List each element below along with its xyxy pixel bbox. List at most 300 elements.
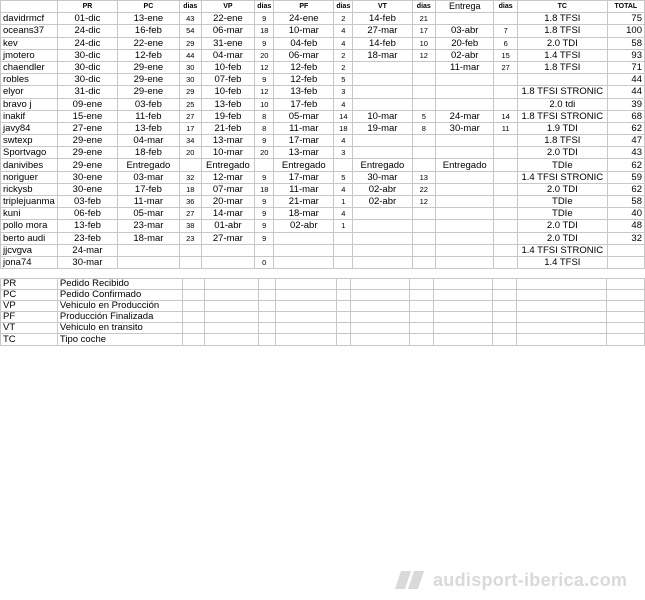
row-name: jmotero <box>1 49 58 61</box>
cell-entrega <box>436 86 494 98</box>
empty-cell <box>275 312 336 323</box>
row-name: bravo j <box>1 98 58 110</box>
cell-dias-entrega <box>494 208 518 220</box>
cell-tc: 1.8 TFSI <box>517 61 607 73</box>
empty-cell <box>258 323 275 334</box>
cell-dias-pc: 54 <box>179 25 201 37</box>
cell-pc <box>117 244 179 256</box>
cell-total: 58 <box>607 196 644 208</box>
empty-cell <box>204 334 258 345</box>
empty-cell <box>204 279 258 290</box>
cell-pc <box>117 256 179 268</box>
empty-cell <box>517 301 607 312</box>
cell-dias-vt <box>412 147 436 159</box>
cell-dias-entrega <box>494 196 518 208</box>
row-name: pollo mora <box>1 220 58 232</box>
cell-total: 44 <box>607 86 644 98</box>
empty-cell <box>258 334 275 345</box>
cell-dias-pc: 30 <box>179 61 201 73</box>
cell-dias-pc: 17 <box>179 122 201 134</box>
cell-pr: 13-feb <box>57 220 117 232</box>
cell-vt: 14-feb <box>353 13 412 25</box>
cell-dias-vp: 9 <box>255 13 274 25</box>
cell-total: 75 <box>607 13 644 25</box>
cell-pr: 09-ene <box>57 98 117 110</box>
cell-pr: 03-feb <box>57 196 117 208</box>
cell-dias-pf <box>334 256 353 268</box>
row-name: robles <box>1 74 58 86</box>
cell-pf: 17-mar <box>274 135 334 147</box>
cell-vt <box>353 61 412 73</box>
table-row <box>1 256 645 268</box>
cell-pc: 03-feb <box>117 98 179 110</box>
empty-cell <box>434 323 493 334</box>
empty-cell <box>350 334 410 345</box>
cell-tc: 2.0 TDI <box>517 183 607 195</box>
cell-dias-pf: 2 <box>334 49 353 61</box>
empty-cell <box>517 334 607 345</box>
cell-dias-vt: 12 <box>412 196 436 208</box>
row-name: davidrmcf <box>1 13 58 25</box>
cell-dias-entrega <box>494 256 518 268</box>
cell-pr: 30-dic <box>57 74 117 86</box>
table-row <box>1 13 645 25</box>
empty-cell <box>204 301 258 312</box>
legend-row <box>1 323 645 334</box>
cell-vt <box>353 147 412 159</box>
cell-total: 62 <box>607 159 644 171</box>
empty-cell <box>336 279 350 290</box>
cell-dias-vp <box>255 244 274 256</box>
empty-cell <box>493 323 517 334</box>
cell-dias-vt <box>412 220 436 232</box>
header-pf: PF <box>274 1 334 13</box>
cell-pr: 31-dic <box>57 86 117 98</box>
header-dias: dias <box>179 1 201 13</box>
empty-cell <box>606 301 644 312</box>
table-row <box>1 171 645 183</box>
cell-total: 93 <box>607 49 644 61</box>
empty-cell <box>275 290 336 301</box>
cell-dias-pf <box>334 159 353 171</box>
cell-pr: 29-ene <box>57 159 117 171</box>
empty-cell <box>182 290 204 301</box>
cell-dias-pc: 43 <box>179 13 201 25</box>
cell-pr: 30-dic <box>57 61 117 73</box>
header-vt: VT <box>353 1 412 13</box>
cell-dias-pc: 27 <box>179 110 201 122</box>
empty-cell <box>517 312 607 323</box>
cell-vp: 13-mar <box>201 135 255 147</box>
table-row <box>1 159 645 171</box>
cell-dias-vt <box>412 232 436 244</box>
cell-entrega <box>436 171 494 183</box>
cell-dias-vp: 0 <box>255 256 274 268</box>
legend-code: VT <box>1 323 58 334</box>
cell-dias-vp: 8 <box>255 122 274 134</box>
cell-dias-pf: 14 <box>334 110 353 122</box>
cell-dias-pf: 2 <box>334 61 353 73</box>
legend-code: PR <box>1 279 58 290</box>
legend-label: Pedido Confirmado <box>57 290 182 301</box>
empty-cell <box>336 323 350 334</box>
table-row <box>1 49 645 61</box>
empty-cell <box>517 323 607 334</box>
cell-pc: 12-feb <box>117 49 179 61</box>
cell-tc: 2.0 tdi <box>517 98 607 110</box>
legend-code: PF <box>1 312 58 323</box>
empty-cell <box>336 301 350 312</box>
cell-dias-pc <box>179 256 201 268</box>
empty-cell <box>204 323 258 334</box>
cell-total: 62 <box>607 122 644 134</box>
cell-pf: 04-feb <box>274 37 334 49</box>
empty-cell <box>336 334 350 345</box>
cell-dias-vp: 18 <box>255 183 274 195</box>
empty-cell <box>258 290 275 301</box>
cell-dias-entrega: 15 <box>494 49 518 61</box>
cell-dias-pc: 36 <box>179 196 201 208</box>
cell-dias-vt: 10 <box>412 37 436 49</box>
empty-cell <box>350 301 410 312</box>
cell-pc: 22-ene <box>117 37 179 49</box>
empty-cell <box>434 301 493 312</box>
cell-dias-vt <box>412 61 436 73</box>
cell-dias-entrega <box>494 159 518 171</box>
empty-cell <box>275 301 336 312</box>
cell-dias-vt <box>412 135 436 147</box>
empty-cell <box>182 301 204 312</box>
site-watermark <box>395 568 640 592</box>
cell-dias-pc: 34 <box>179 135 201 147</box>
table-row <box>1 244 645 256</box>
cell-pr: 27-ene <box>57 122 117 134</box>
cell-vt: 10-mar <box>353 110 412 122</box>
row-name: triplejuanma <box>1 196 58 208</box>
cell-entrega <box>436 220 494 232</box>
empty-cell <box>336 312 350 323</box>
cell-vt: Entregado <box>353 159 412 171</box>
cell-dias-vp <box>255 159 274 171</box>
cell-vp: 14-mar <box>201 208 255 220</box>
cell-pf: 10-mar <box>274 25 334 37</box>
cell-dias-pf: 4 <box>334 183 353 195</box>
cell-pc: 18-feb <box>117 147 179 159</box>
cell-entrega <box>436 196 494 208</box>
cell-vt <box>353 256 412 268</box>
cell-dias-pc: 18 <box>179 183 201 195</box>
cell-pc: 03-mar <box>117 171 179 183</box>
cell-tc: 1.4 TFSI <box>517 49 607 61</box>
cell-total: 62 <box>607 183 644 195</box>
empty-cell <box>410 301 434 312</box>
header-total: TOTAL <box>607 1 644 13</box>
cell-vp: 13-feb <box>201 98 255 110</box>
cell-dias-pc: 29 <box>179 37 201 49</box>
cell-dias-vt <box>412 208 436 220</box>
empty-cell <box>258 301 275 312</box>
cell-dias-vp: 8 <box>255 110 274 122</box>
cell-pf <box>274 256 334 268</box>
cell-vt: 19-mar <box>353 122 412 134</box>
empty-cell <box>606 312 644 323</box>
cell-pr: 15-ene <box>57 110 117 122</box>
audisport-logo-icon <box>395 571 429 589</box>
cell-entrega <box>436 244 494 256</box>
cell-dias-vp: 9 <box>255 208 274 220</box>
cell-pr: 30-ene <box>57 171 117 183</box>
empty-cell <box>434 279 493 290</box>
cell-vp: Entregado <box>201 159 255 171</box>
cell-pf: 13-feb <box>274 86 334 98</box>
empty-cell <box>204 312 258 323</box>
empty-cell <box>182 312 204 323</box>
cell-tc: 1.8 TFSI <box>517 135 607 147</box>
cell-dias-vt <box>412 159 436 171</box>
empty-cell <box>493 334 517 345</box>
legend-code: TC <box>1 334 58 345</box>
header-name <box>1 1 58 13</box>
cell-pf: 11-mar <box>274 122 334 134</box>
cell-entrega <box>436 135 494 147</box>
empty-cell <box>182 323 204 334</box>
cell-vt: 27-mar <box>353 25 412 37</box>
empty-cell <box>434 312 493 323</box>
cell-pr: 30-mar <box>57 256 117 268</box>
cell-tc: 2.0 TDI <box>517 232 607 244</box>
cell-entrega: 24-mar <box>436 110 494 122</box>
cell-dias-pc: 32 <box>179 171 201 183</box>
cell-vp <box>201 244 255 256</box>
cell-dias-entrega <box>494 244 518 256</box>
cell-dias-entrega <box>494 232 518 244</box>
cell-entrega: 03-abr <box>436 25 494 37</box>
cell-dias-pf: 1 <box>334 196 353 208</box>
cell-pr: 29-ene <box>57 135 117 147</box>
cell-dias-pc: 25 <box>179 98 201 110</box>
legend-label: Pedido Recibido <box>57 279 182 290</box>
cell-pc: 18-mar <box>117 232 179 244</box>
cell-dias-vp: 9 <box>255 171 274 183</box>
cell-pf: 17-feb <box>274 98 334 110</box>
table-row <box>1 86 645 98</box>
cell-dias-vt <box>412 244 436 256</box>
cell-dias-vp: 9 <box>255 220 274 232</box>
cell-total: 58 <box>607 37 644 49</box>
cell-vp: 22-ene <box>201 13 255 25</box>
table-row <box>1 232 645 244</box>
empty-cell <box>434 334 493 345</box>
cell-dias-pf: 5 <box>334 171 353 183</box>
cell-pf: 18-mar <box>274 208 334 220</box>
cell-entrega <box>436 98 494 110</box>
cell-dias-pf: 4 <box>334 98 353 110</box>
cell-dias-vt: 21 <box>412 13 436 25</box>
cell-total: 68 <box>607 110 644 122</box>
cell-dias-pf: 18 <box>334 122 353 134</box>
cell-vt: 02-abr <box>353 196 412 208</box>
cell-total: 43 <box>607 147 644 159</box>
cell-pf: 11-mar <box>274 183 334 195</box>
cell-dias-entrega: 7 <box>494 25 518 37</box>
legend-row <box>1 279 645 290</box>
cell-dias-pf <box>334 232 353 244</box>
cell-vp: 04-mar <box>201 49 255 61</box>
cell-pf <box>274 232 334 244</box>
row-name: jona74 <box>1 256 58 268</box>
empty-cell <box>336 290 350 301</box>
cell-dias-pc: 20 <box>179 147 201 159</box>
cell-dias-vp: 9 <box>255 135 274 147</box>
cell-dias-vt: 17 <box>412 25 436 37</box>
empty-cell <box>493 312 517 323</box>
cell-total: 100 <box>607 25 644 37</box>
cell-pc: 11-mar <box>117 196 179 208</box>
table-row <box>1 196 645 208</box>
empty-cell <box>606 290 644 301</box>
cell-dias-vp: 9 <box>255 232 274 244</box>
cell-pc: 13-feb <box>117 122 179 134</box>
cell-dias-vp: 12 <box>255 86 274 98</box>
legend-row <box>1 301 645 312</box>
row-name: inakif <box>1 110 58 122</box>
cell-pc: 29-ene <box>117 86 179 98</box>
cell-vp: 27-mar <box>201 232 255 244</box>
cell-dias-vp: 20 <box>255 49 274 61</box>
cell-pc: 23-mar <box>117 220 179 232</box>
cell-pf: 21-mar <box>274 196 334 208</box>
cell-pf: Entregado <box>274 159 334 171</box>
table-row <box>1 110 645 122</box>
table-row <box>1 147 645 159</box>
row-name: kev <box>1 37 58 49</box>
legend-label: Tipo coche <box>57 334 182 345</box>
cell-entrega: 02-abr <box>436 49 494 61</box>
row-name: Sportvago <box>1 147 58 159</box>
header-pr: PR <box>57 1 117 13</box>
legend-label: Vehiculo en transito <box>57 323 182 334</box>
cell-tc: 1.8 TFSI <box>517 25 607 37</box>
cell-tc: 1.4 TFSI <box>517 256 607 268</box>
legend-row <box>1 334 645 345</box>
cell-tc: 1.9 TDI <box>517 122 607 134</box>
cell-dias-entrega: 14 <box>494 110 518 122</box>
header-dias: dias <box>334 1 353 13</box>
cell-dias-vp: 18 <box>255 25 274 37</box>
cell-dias-pf: 1 <box>334 220 353 232</box>
cell-entrega <box>436 232 494 244</box>
row-name: oceans37 <box>1 25 58 37</box>
row-name: rickysb <box>1 183 58 195</box>
cell-dias-vp: 20 <box>255 147 274 159</box>
cell-tc <box>517 74 607 86</box>
cell-pc: 11-feb <box>117 110 179 122</box>
cell-dias-entrega: 11 <box>494 122 518 134</box>
cell-pc: Entregado <box>117 159 179 171</box>
cell-total: 71 <box>607 61 644 73</box>
cell-total <box>607 256 644 268</box>
cell-total: 59 <box>607 171 644 183</box>
cell-pr: 24-dic <box>57 37 117 49</box>
row-name: berto audi <box>1 232 58 244</box>
empty-cell <box>410 290 434 301</box>
cell-vp: 10-feb <box>201 86 255 98</box>
empty-cell <box>410 312 434 323</box>
cell-entrega <box>436 183 494 195</box>
cell-dias-entrega: 27 <box>494 61 518 73</box>
cell-dias-entrega <box>494 171 518 183</box>
cell-vt <box>353 86 412 98</box>
cell-pc: 16-feb <box>117 25 179 37</box>
row-name: elyor <box>1 86 58 98</box>
empty-cell <box>493 301 517 312</box>
table-row <box>1 25 645 37</box>
cell-tc: 1.8 TFSI STRONIC <box>517 110 607 122</box>
empty-cell <box>493 279 517 290</box>
cell-dias-pf: 4 <box>334 25 353 37</box>
cell-vp: 31-ene <box>201 37 255 49</box>
cell-entrega <box>436 208 494 220</box>
cell-vp: 01-abr <box>201 220 255 232</box>
cell-tc: 2.0 TDI <box>517 37 607 49</box>
cell-entrega: 20-feb <box>436 37 494 49</box>
empty-cell <box>350 290 410 301</box>
cell-pr: 06-feb <box>57 208 117 220</box>
row-name: javy84 <box>1 122 58 134</box>
header-pc: PC <box>117 1 179 13</box>
legend-label: Producción Finalizada <box>57 312 182 323</box>
cell-tc: TDIe <box>517 159 607 171</box>
cell-total: 40 <box>607 208 644 220</box>
cell-tc: 1.4 TFSI STRONIC <box>517 244 607 256</box>
cell-pr: 01-dic <box>57 13 117 25</box>
cell-tc: TDIe <box>517 196 607 208</box>
row-name: noriguer <box>1 171 58 183</box>
cell-total <box>607 244 644 256</box>
cell-tc: 1.8 TFSI STRONIC <box>517 86 607 98</box>
header-row <box>1 1 645 13</box>
table-row <box>1 98 645 110</box>
cell-pc: 05-mar <box>117 208 179 220</box>
empty-cell <box>517 290 607 301</box>
empty-cell <box>606 334 644 345</box>
empty-cell <box>434 290 493 301</box>
cell-pr: 23-feb <box>57 232 117 244</box>
cell-vp: 19-feb <box>201 110 255 122</box>
legend-table <box>0 278 645 346</box>
legend-row <box>1 312 645 323</box>
cell-vp: 20-mar <box>201 196 255 208</box>
cell-vp <box>201 256 255 268</box>
cell-dias-vt <box>412 86 436 98</box>
cell-dias-pc: 38 <box>179 220 201 232</box>
cell-dias-entrega <box>494 13 518 25</box>
row-name: swtexp <box>1 135 58 147</box>
cell-dias-entrega <box>494 86 518 98</box>
empty-cell <box>258 279 275 290</box>
cell-pc: 17-feb <box>117 183 179 195</box>
cell-pc: 29-ene <box>117 61 179 73</box>
cell-dias-vt: 8 <box>412 122 436 134</box>
empty-cell <box>258 312 275 323</box>
table-row <box>1 135 645 147</box>
cell-dias-entrega <box>494 135 518 147</box>
header-vp: VP <box>201 1 255 13</box>
cell-pf <box>274 244 334 256</box>
cell-vt <box>353 135 412 147</box>
cell-tc: 1.4 TFSI STRONIC <box>517 171 607 183</box>
cell-dias-entrega <box>494 98 518 110</box>
